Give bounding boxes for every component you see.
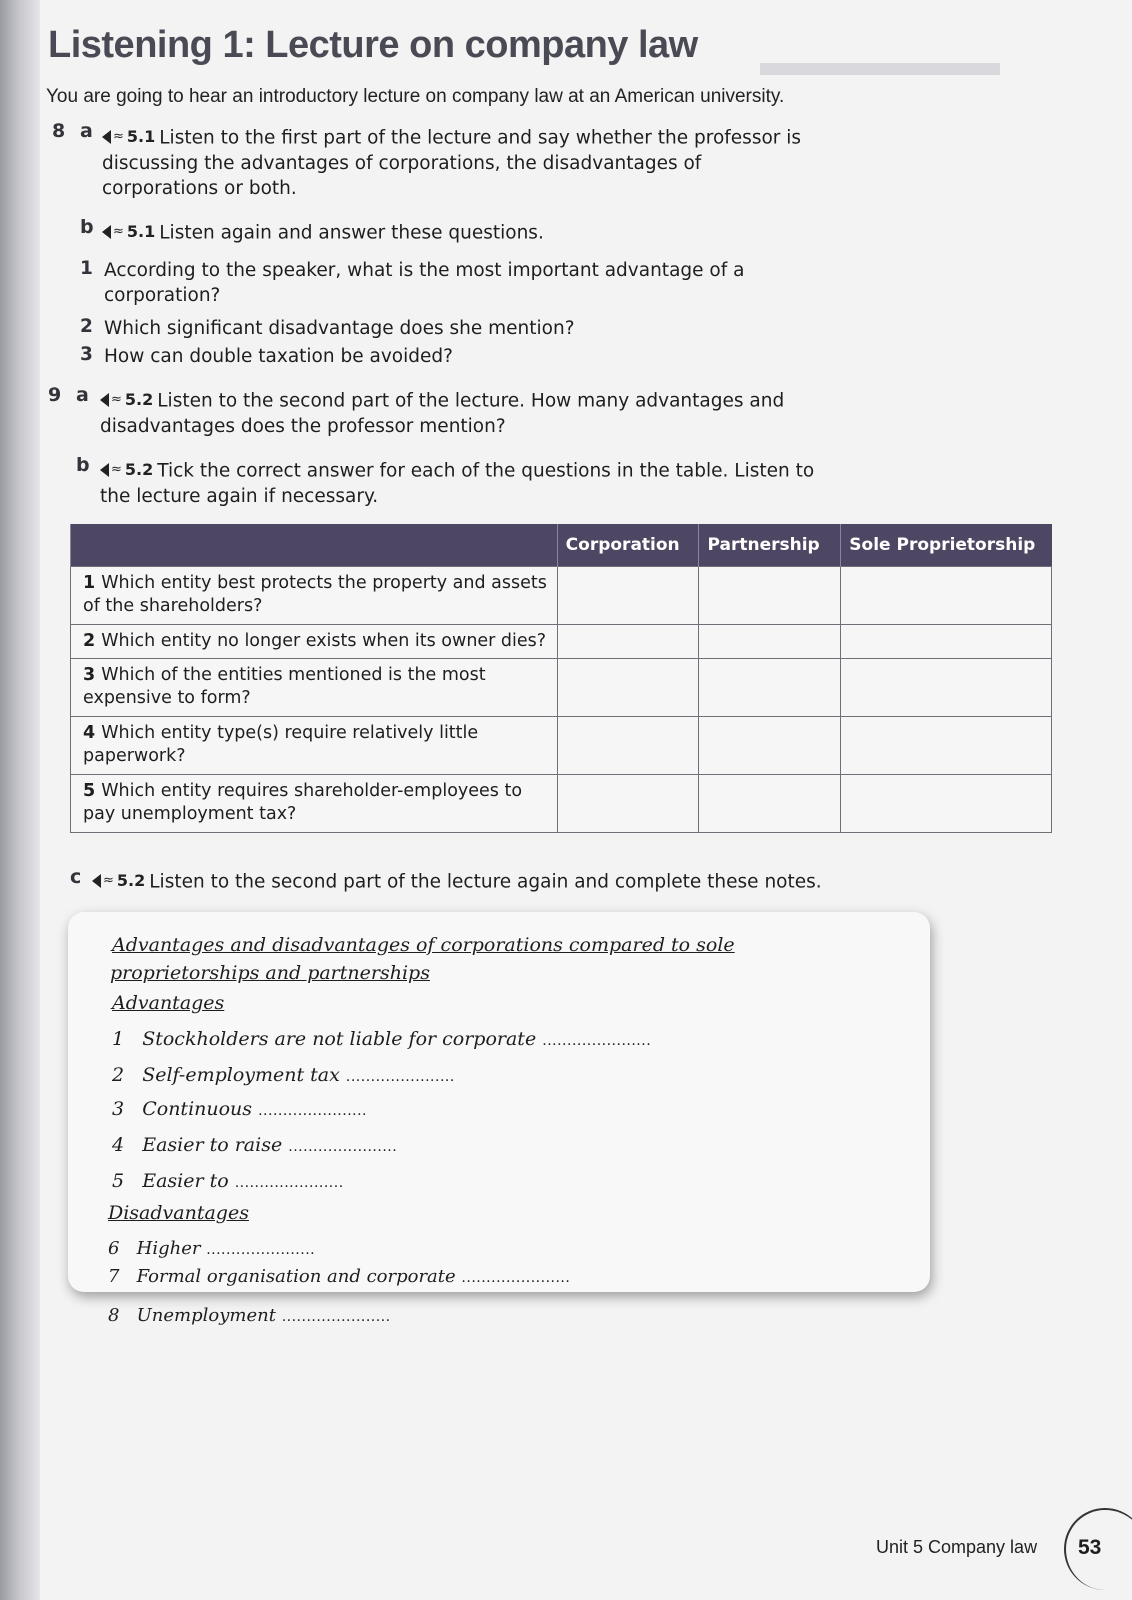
note-item: 2 Self-employment tax ...................... xyxy=(112,1064,455,1086)
exercise-8a xyxy=(102,124,822,201)
tick-cell-partnership[interactable] xyxy=(699,717,841,775)
question-number: 1 xyxy=(80,258,93,279)
show-through-decoration: ▬▬▬▬▬▬ xyxy=(760,40,1000,84)
audio-icon[interactable]: ≈ 5.1 xyxy=(102,219,155,244)
answer-blank[interactable]: ...................... xyxy=(542,1033,652,1049)
page-title: Listening 1: Lecture on company law xyxy=(48,24,698,66)
page-number-badge xyxy=(1064,1508,1132,1590)
note-item: 4 Easier to raise ...................... xyxy=(112,1134,398,1156)
row-question: 4 Which entity type(s) require relatively little paperwork? xyxy=(71,717,558,775)
row-question: 2 Which entity no longer exists when its owner dies? xyxy=(71,625,558,659)
answer-blank[interactable]: ...................... xyxy=(258,1103,367,1119)
tick-cell-sole-proprietorship[interactable] xyxy=(841,717,1052,775)
table-row xyxy=(71,659,1052,717)
tick-cell-corporation[interactable] xyxy=(557,659,699,717)
answer-blank[interactable]: ...................... xyxy=(345,1069,455,1085)
exercise-8-number: 8 xyxy=(52,120,66,142)
advantages-heading: Advantages xyxy=(112,992,225,1014)
exercise-8a-letter: a xyxy=(80,120,93,142)
exercise-9b xyxy=(100,457,830,509)
answer-blank[interactable]: ...................... xyxy=(206,1242,316,1258)
row-question: 1 Which entity best protects the property and assets of the shareholders? xyxy=(71,567,558,625)
answer-blank[interactable]: ...................... xyxy=(234,1175,344,1191)
book-spine-shadow xyxy=(0,0,40,1600)
exercise-9-number: 9 xyxy=(48,384,62,406)
exercise-9b-text: Tick the correct answer for each of the questions in the table. Listen to the lecture again if necessary. xyxy=(100,460,815,507)
audio-icon[interactable]: ≈ 5.1 xyxy=(102,124,155,149)
note-item: 3 Continuous ...................... xyxy=(112,1098,367,1120)
table-header-row xyxy=(71,524,1052,567)
disadvantages-heading: Disadvantages xyxy=(108,1202,249,1224)
tick-cell-corporation[interactable] xyxy=(557,717,699,775)
exercise-8b-letter: b xyxy=(80,216,94,238)
question-number: 3 xyxy=(80,344,93,365)
question-text: According to the speaker, what is the most important advantage of a corporation? xyxy=(104,260,745,306)
table-row xyxy=(71,567,1052,625)
exercise-9a-text: Listen to the second part of the lecture. How many advantages and disadvantages does the professor mention? xyxy=(100,390,785,437)
notes-card xyxy=(68,912,930,1292)
table-row xyxy=(71,775,1052,833)
tick-cell-partnership[interactable] xyxy=(699,567,841,625)
exercise-9c xyxy=(92,868,852,895)
exercise-9c-letter: c xyxy=(70,866,82,888)
table-header-sole-proprietorship: Sole Proprietorship xyxy=(841,524,1052,567)
tick-cell-corporation[interactable] xyxy=(557,775,699,833)
exercise-8b-text: Listen again and answer these questions. xyxy=(159,222,544,244)
question-number: 2 xyxy=(80,316,93,337)
tick-cell-corporation[interactable] xyxy=(557,567,699,625)
row-question: 3 Which of the entities mentioned is the most expensive to form? xyxy=(71,659,558,717)
table-header-corporation: Corporation xyxy=(557,524,699,567)
table-header-blank xyxy=(71,524,558,567)
unit-footer: Unit 5 Company law xyxy=(876,1537,1038,1557)
exercise-9b-letter: b xyxy=(76,454,90,476)
intro-text: You are going to hear an introductory lecture on company law at an American university. xyxy=(46,86,785,107)
audio-icon[interactable]: ≈ 5.2 xyxy=(100,457,153,482)
exercise-9a xyxy=(100,387,820,439)
answer-table xyxy=(70,524,1052,833)
tick-cell-partnership[interactable] xyxy=(699,659,841,717)
answer-blank[interactable]: ...................... xyxy=(281,1309,391,1325)
note-item: 7 Formal organisation and corporate ...................... xyxy=(108,1266,571,1287)
exercise-8a-text: Listen to the first part of the lecture and say whether the professor is discussing the advantages of corporations, the disadvantages of corporations or both. xyxy=(102,127,802,199)
page-number: 53 xyxy=(1078,1536,1102,1559)
notes-title-line2: proprietorships and partnerships xyxy=(110,962,430,984)
notes-title-line1: Advantages and disadvantages of corporations compared to sole xyxy=(112,934,735,956)
audio-icon[interactable]: ≈ 5.2 xyxy=(92,868,145,893)
note-item: 1 Stockholders are not liable for corporate ...................... xyxy=(112,1028,652,1050)
note-item: 8 Unemployment ...................... xyxy=(108,1305,391,1326)
tick-cell-corporation[interactable] xyxy=(557,625,699,659)
question-text: Which significant disadvantage does she mention? xyxy=(104,318,575,339)
tick-cell-sole-proprietorship[interactable] xyxy=(841,567,1052,625)
tick-cell-sole-proprietorship[interactable] xyxy=(841,775,1052,833)
exercise-9c-text: Listen to the second part of the lecture again and complete these notes. xyxy=(149,871,822,893)
table-header-partnership: Partnership xyxy=(699,524,841,567)
note-item: 5 Easier to ...................... xyxy=(112,1170,344,1192)
tick-cell-sole-proprietorship[interactable] xyxy=(841,659,1052,717)
tick-cell-partnership[interactable] xyxy=(699,625,841,659)
answer-blank[interactable]: ...................... xyxy=(288,1139,398,1155)
table-row xyxy=(71,717,1052,775)
table-row xyxy=(71,625,1052,659)
row-question: 5 Which entity requires shareholder-employees to pay unemployment tax? xyxy=(71,775,558,833)
question-text: How can double taxation be avoided? xyxy=(104,346,453,367)
exercise-9a-letter: a xyxy=(76,384,89,406)
tick-cell-sole-proprietorship[interactable] xyxy=(841,625,1052,659)
audio-icon[interactable]: ≈ 5.2 xyxy=(100,387,153,412)
answer-blank[interactable]: ...................... xyxy=(461,1270,571,1286)
tick-cell-partnership[interactable] xyxy=(699,775,841,833)
exercise-8b xyxy=(102,219,802,246)
note-item: 6 Higher ...................... xyxy=(108,1238,316,1259)
